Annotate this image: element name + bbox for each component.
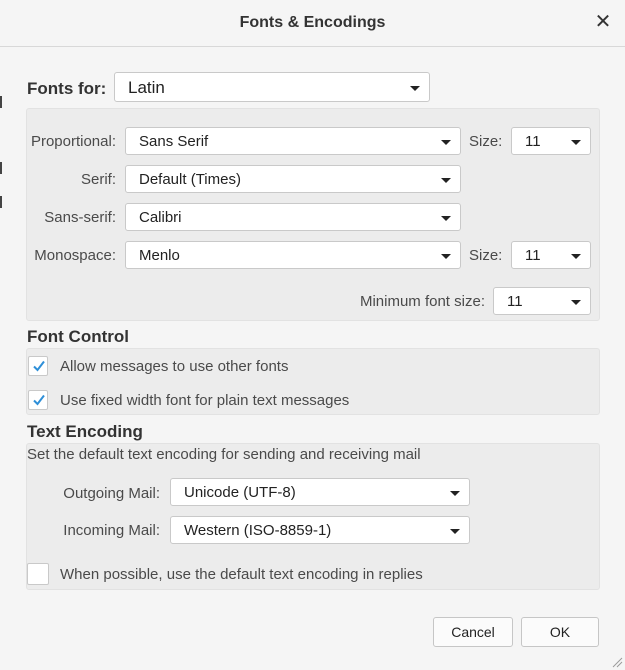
resize-grip-icon[interactable] <box>611 656 623 668</box>
fixed-width-font-checkbox[interactable] <box>28 390 48 410</box>
monospace-size-value: 11 <box>525 247 541 264</box>
chevron-down-icon <box>571 254 581 259</box>
chevron-down-icon <box>450 529 460 534</box>
monospace-font-value: Menlo <box>139 247 180 264</box>
proportional-size-label: Size: <box>469 133 503 150</box>
outgoing-mail-label: Outgoing Mail: <box>63 485 160 502</box>
chevron-down-icon <box>441 254 451 259</box>
chevron-down-icon <box>571 300 581 305</box>
chevron-down-icon <box>441 140 451 145</box>
monospace-label: Monospace: <box>34 247 116 264</box>
incoming-mail-encoding-select[interactable] <box>170 516 470 544</box>
monospace-size-select[interactable] <box>511 241 591 269</box>
serif-font-select[interactable] <box>125 165 461 193</box>
minimum-font-size-label: Minimum font size: <box>359 293 485 310</box>
serif-label: Serif: <box>80 171 116 188</box>
monospace-size-label: Size: <box>469 247 503 264</box>
text-encoding-description: Set the default text encoding for sending and receiving mail <box>27 446 421 463</box>
outgoing-mail-encoding-value: Unicode (UTF-8) <box>184 484 296 501</box>
chevron-down-icon <box>571 140 581 145</box>
proportional-label: Proportional: <box>30 133 116 150</box>
close-icon[interactable]: ✕ <box>594 11 612 33</box>
fonts-for-value: Latin <box>128 78 165 97</box>
sans-serif-font-select[interactable] <box>125 203 461 231</box>
allow-other-fonts-label: Allow messages to use other fonts <box>60 358 289 375</box>
title-bar <box>0 0 625 47</box>
cancel-button[interactable]: Cancel <box>433 617 513 647</box>
fixed-width-font-label: Use fixed width font for plain text messages <box>60 392 350 409</box>
sans-serif-font-value: Calibri <box>139 209 182 226</box>
proportional-size-select[interactable] <box>511 127 591 155</box>
chevron-down-icon <box>441 216 451 221</box>
chevron-down-icon <box>441 178 451 183</box>
fonts-for-label: Fonts for: <box>27 79 107 98</box>
default-encoding-replies-checkbox[interactable] <box>27 563 49 585</box>
checkmark-icon <box>31 358 47 374</box>
background-window-edge <box>0 162 2 174</box>
fonts-for-select[interactable] <box>114 72 430 102</box>
proportional-font-value: Sans Serif <box>139 133 209 150</box>
chevron-down-icon <box>410 86 420 91</box>
outgoing-mail-encoding-select[interactable] <box>170 478 470 506</box>
window-title: Fonts & Encodings <box>239 14 386 31</box>
minimum-font-size-value: 11 <box>507 293 523 310</box>
text-encoding-heading: Text Encoding <box>27 422 143 441</box>
serif-font-value: Default (Times) <box>139 171 241 188</box>
background-window-edge <box>0 96 2 108</box>
sans-serif-label: Sans-serif: <box>44 209 116 226</box>
minimum-font-size-select[interactable] <box>493 287 591 315</box>
chevron-down-icon <box>450 491 460 496</box>
proportional-size-value: 11 <box>525 133 541 150</box>
ok-button[interactable]: OK <box>521 617 599 647</box>
checkmark-icon <box>31 392 47 408</box>
incoming-mail-encoding-value: Western (ISO-8859-1) <box>184 522 332 539</box>
proportional-font-select[interactable] <box>125 127 461 155</box>
default-encoding-replies-label: When possible, use the default text encoding in replies <box>60 566 423 583</box>
monospace-font-select[interactable] <box>125 241 461 269</box>
incoming-mail-label: Incoming Mail: <box>63 522 160 539</box>
allow-other-fonts-checkbox[interactable] <box>28 356 48 376</box>
font-control-heading: Font Control <box>27 327 129 346</box>
background-window-edge <box>0 196 2 208</box>
